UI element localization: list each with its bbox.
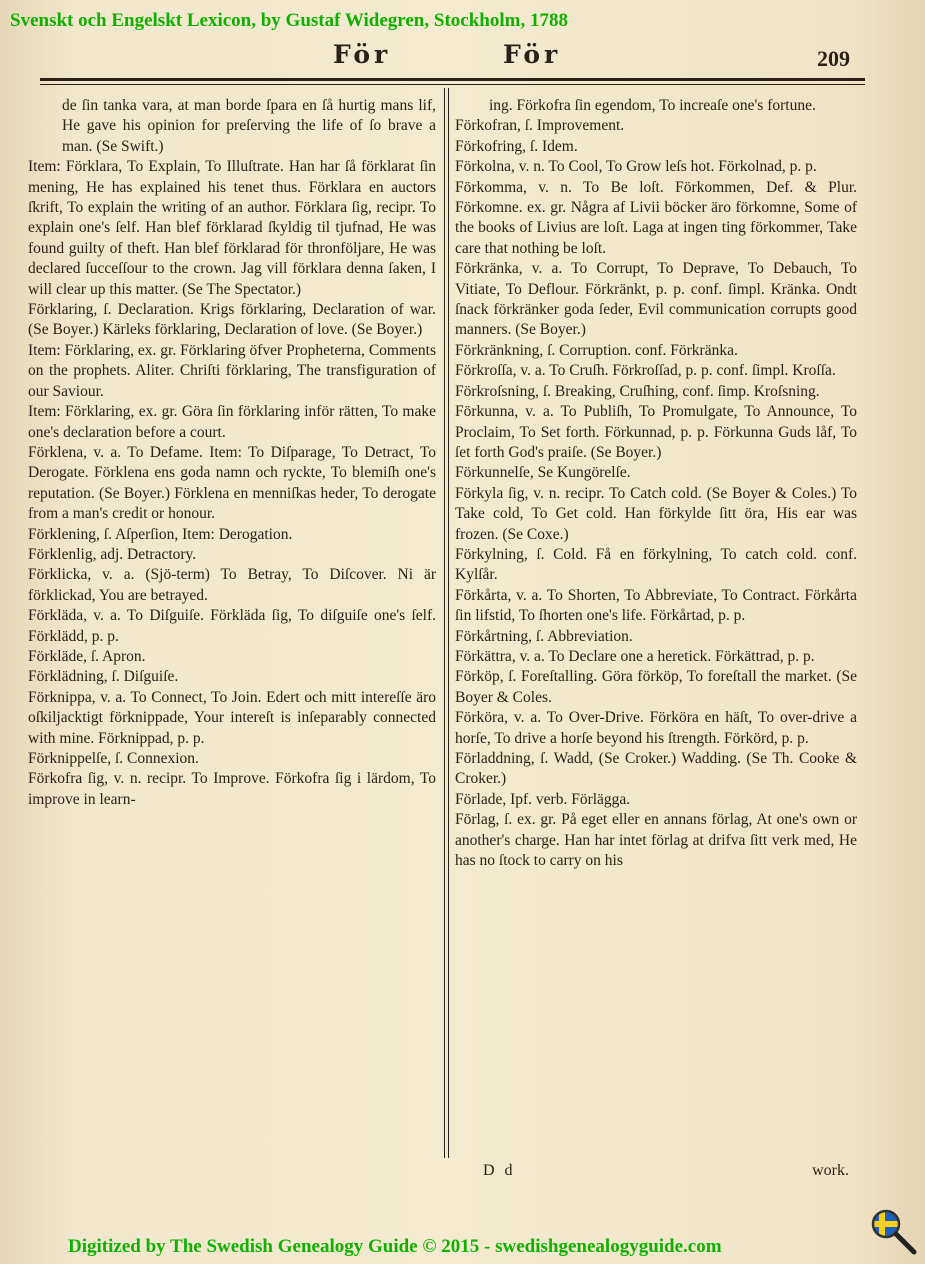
page-number: 209 [817, 46, 850, 71]
dictionary-entry: Förkomma, v. n. To Be loſt. Förkommen, Def. & Plur. Förkomne. ex. gr. Några af Livii böcker äro förkomne, Some of the books of Livius are loſt. Laga at ingen ting förkommer, Take care that nothing be loſt. [455, 178, 857, 257]
dictionary-entry: Förklicka, v. a. (Sjö-term) To Betray, To Diſcover. Ni är förklickad, You are betrayed. [28, 566, 436, 604]
dictionary-entry: Förlade, Ipf. verb. Förlägga. [455, 790, 631, 808]
running-head-left: För [333, 40, 392, 69]
dictionary-entry: Förköp, ſ. Foreſtalling. Göra förköp, To foreſtall the market. (Se Boyer & Coles. [455, 668, 857, 706]
dictionary-entry: Förkroſſa, v. a. To Cruſh. Förkroſſad, p. p. conf. ſimpl. Kroſſa. [455, 362, 836, 380]
right-column [455, 96, 857, 871]
dictionary-entry: Förkränka, v. a. To Corrupt, To Deprave, To Debauch, To Vitiate, To Deflour. Förkränkt, p. p. conf. ſimpl. Kränka. Ondt ſnack förkränker goda ſeder, Evil communication corrupts good manners. (Se Boyer.) [455, 260, 857, 339]
dictionary-entry: Förkläda, v. a. To Diſguiſe. Förkläda ſig, To diſguiſe one's ſelf. Förklädd, p. p. [28, 607, 436, 645]
dictionary-entry: Förkunna, v. a. To Publiſh, To Promulgate, To Announce, To Proclaim, To Set forth. Förkunnad, p. p. Förkunna Guds låf, To ſet forth God's praiſe. (Se Boyer.) [455, 403, 857, 461]
running-head-right: För [503, 40, 562, 69]
dictionary-entry: Item: Förklaring, ex. gr. Förklaring öfver Propheterna, Comments on the prophets. Aliter. Chriſti förklaring, The transfiguration of our Saviour. [28, 341, 436, 400]
dictionary-entry: Förknippelſe, ſ. Connexion. [28, 750, 199, 767]
catchword-line [483, 1162, 849, 1184]
dictionary-entry: Förkyla ſig, v. n. recipr. To Catch cold. (Se Boyer & Coles.) To Take cold, To Get cold. Han förkylde ſitt öra, His ear was frozen. (Se Coxe.) [455, 484, 857, 543]
swedish-flag-magnifier-icon [870, 1208, 918, 1256]
column-divider [444, 88, 445, 1158]
dictionary-entry: Förklaring, ſ. Declaration. Krigs förklaring, Declaration of war. (Se Boyer.) Kärleks förklaring, Declaration of love. (Se Boyer.) [28, 301, 436, 339]
dictionary-entry: Förlag, ſ. ex. gr. På eget eller en annans förlag, At one's own or another's charge. Han har intet förlag at drifva ſitt verk med, He has no ſtock to carry on his [455, 811, 857, 870]
dictionary-entry: Förkofra ſig, v. n. recipr. To Improve. Förkofra ſig i lärdom, To improve in learn- [28, 770, 436, 808]
dictionary-entry: Förkunnelſe, Se Kungörelſe. [455, 464, 631, 482]
header-rule-thin [40, 84, 865, 85]
signature-mark: D d [483, 1162, 516, 1179]
dictionary-entry: Item: Förklaring, ex. gr. Göra ſin förklaring inför rätten, To make one's declaration before a court. [28, 403, 436, 441]
catchword: work. [812, 1162, 849, 1179]
dictionary-entry: Item: Förklara, To Explain, To Illuſtrate. Han har ſå förklarat ſin mening, He has explained his tenet thus. Förklara en auctors ſkrift, To explain the writing of an author. Förklara ſig, recipr. To explain one's ſelf. Han blef förklarad ſkyldig til tjufnad, He was found guilty of theft. Han blef förklarad för thronföljare, He was declared ſucceſſour to the crown. Jag vill förklara denna ſaken, I will clear up this matter. (Se The Spectator.) [28, 158, 436, 298]
dictionary-entry: Förköra, v. a. To Over-Drive. Förköra en häſt, To over-drive a horſe, To drive a horſe beyond his ſtrength. Förkörd, p. p. [455, 709, 857, 747]
dictionary-entry: Förklena, v. a. To Defame. Item: To Diſparage, To Detract, To Derogate. Förklena ens goda namn och ryckte, To blemiſh one's reputation. (Se Boyer.) Förklena en menniſkas heder, To derogate from a man's credit or honour. [28, 443, 436, 523]
dictionary-entry: Förkränkning, ſ. Corruption. conf. Förkränka. [455, 341, 738, 359]
dictionary-entry: ing. Förkofra ſin egendom, To increaſe one's fortune. [489, 97, 816, 114]
digitization-footer: Digitized by The Swedish Genealogy Guide © 2015 - swedishgenealogyguide.com [68, 1236, 722, 1257]
dictionary-entry: Förklädning, ſ. Diſguiſe. [28, 668, 179, 686]
digitization-banner: Svenskt och Engelskt Lexicon, by Gustaf Widegren, Stockholm, 1788 [10, 10, 568, 31]
dictionary-entry: Förkroſsning, ſ. Breaking, Cruſhing, conf. ſimp. Kroſsning. [455, 382, 820, 400]
dictionary-entry: Förkylning, ſ. Cold. Få en förkylning, To catch cold. conf. Kylſår. [455, 545, 857, 584]
dictionary-entry: Förknippa, v. a. To Connect, To Join. Edert och mitt intereſſe äro oſkiljacktigt förknippade, Your intereſt is inſeparably connected with mine. Förknippad, p. p. [28, 688, 436, 747]
dictionary-entry: Förkläde, ſ. Apron. [28, 647, 146, 665]
header-rule [40, 78, 865, 81]
dictionary-entry: Förkolna, v. n. To Cool, To Grow leſs hot. Förkolnad, p. p. [455, 158, 817, 176]
dictionary-entry: Förklening, ſ. Aſperſion, Item: Derogation. [28, 525, 293, 543]
dictionary-entry: de ſin tanka vara, at man borde ſpara en ſå hurtig mans lif, He gave his opinion for preſerving the life of ſo brave a man. (Se Swift.) [62, 97, 436, 155]
dictionary-entry: Förladdning, ſ. Wadd, (Se Croker.) Wadding. (Se Th. Cooke & Croker.) [455, 750, 857, 788]
dictionary-entry: Förkättra, v. a. To Declare one a heretick. Förkättrad, p. p. [455, 647, 815, 665]
column-divider-inner [448, 88, 449, 1158]
left-column [28, 96, 436, 810]
dictionary-entry: Förkofring, ſ. Idem. [455, 137, 578, 155]
dictionary-entry: Förkofran, ſ. Improvement. [455, 117, 625, 135]
dictionary-entry: Förklenlig, adj. Detractory. [28, 545, 197, 563]
dictionary-entry: Förkårta, v. a. To Shorten, To Abbreviate, To Contract. Förkårta ſin lifstid, To ſhorten one's life. Förkårtad, p. p. [455, 586, 857, 625]
dictionary-entry: Förkårtning, ſ. Abbreviation. [455, 627, 633, 645]
running-head [0, 38, 925, 78]
